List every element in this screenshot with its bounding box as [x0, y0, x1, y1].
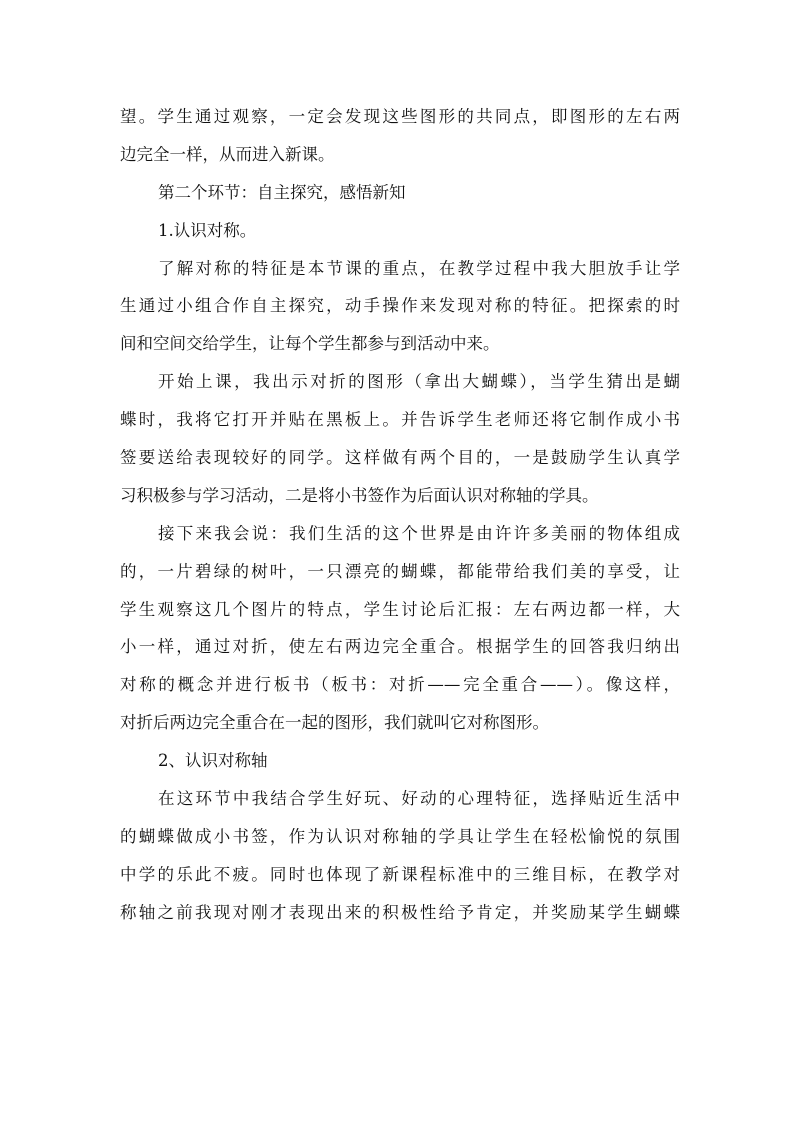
text-line-8: 开始上课，我出示对折的图形（拿出大蝴蝶），当学生猜出是蝴	[158, 372, 680, 392]
text-line-16: 对称的概念并进行板书（板书：对折——完全重合——）。像这样，	[120, 675, 680, 695]
text-line-19: 在这环节中我结合学生好玩、好动的心理特征，选择贴近生活中	[158, 789, 680, 809]
text-line-1: 望。学生通过观察，一定会发现这些图形的共同点，即图形的左右两	[120, 107, 680, 126]
text-line-15: 小一样，通过对折，使左右两边完全重合。根据学生的回答我归纳出	[120, 637, 680, 657]
text-line-22: 称轴之前我现对刚才表现出来的积极性给予肯定，并奖励某学生蝴蝶	[120, 902, 680, 922]
text-line-14: 学生观察这几个图片的特点，学生讨论后汇报：左右两边都一样，大	[120, 599, 680, 619]
text-line-7: 间和空间交给学生，让每个学生都参与到活动中来。	[120, 334, 500, 354]
text-line-13: 的，一片碧绿的树叶，一只漂亮的蝴蝶，都能带给我们美的享受，让	[120, 561, 680, 581]
text-line-12: 接下来我会说：我们生活的这个世界是由许许多美丽的物体组成	[158, 523, 680, 543]
text-line-5: 了解对称的特征是本节课的重点，在教学过程中我大胆放手让学	[158, 258, 680, 278]
subheading-recognize-axis: 2、认识对称轴	[158, 751, 268, 771]
text-line-9: 蝶时，我将它打开并贴在黑板上。并告诉学生老师还将它制作成小书	[120, 410, 680, 430]
text-line-6: 生通过小组合作自主探究，动手操作来发现对称的特征。把探索的时	[120, 296, 680, 316]
section-heading-step-two: 第二个环节：自主探究，感悟新知	[158, 182, 406, 202]
text-line-2: 边完全一样，从而进入新课。	[120, 144, 335, 164]
subheading-recognize-symmetry: 1.认识对称。	[158, 220, 257, 240]
text-line-10: 签要送给表现较好的同学。这样做有两个目的，一是鼓励学生认真学	[120, 448, 680, 468]
text-line-21: 中学的乐此不疲。同时也体现了新课程标准中的三维目标，在教学对	[120, 864, 680, 884]
text-line-20: 的蝴蝶做成小书签，作为认识对称轴的学具让学生在轻松愉悦的氛围	[120, 826, 680, 846]
text-line-11: 习积极参与学习活动，二是将小书签作为后面认识对称轴的学具。	[120, 485, 599, 505]
document-body	[120, 98, 680, 932]
text-line-17: 对折后两边完全重合在一起的图形，我们就叫它对称图形。	[120, 713, 549, 733]
